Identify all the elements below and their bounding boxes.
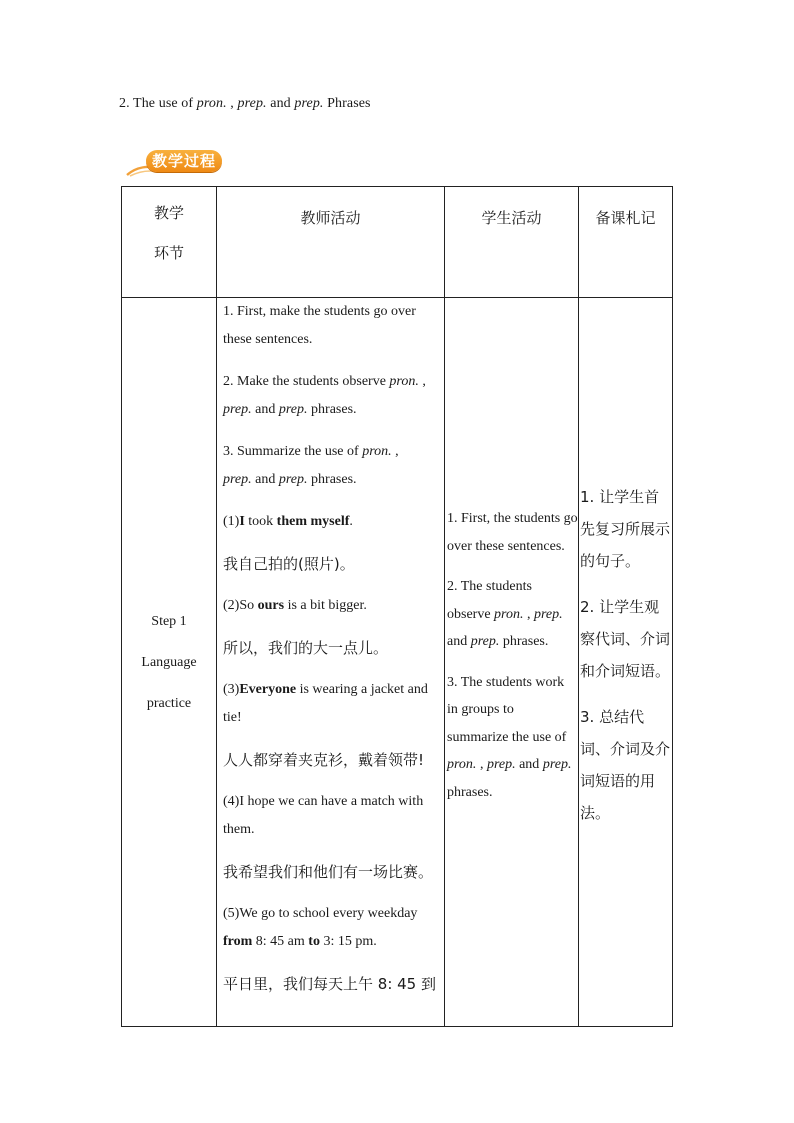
student-step-3 <box>447 669 578 807</box>
text: and <box>447 634 471 649</box>
heading-sep: , <box>226 96 238 111</box>
text: prep. <box>533 606 563 622</box>
text: phrases. <box>307 402 357 417</box>
note-2: 2. 让学生观察代词、介词和介词短语。 <box>580 598 671 680</box>
text: is a bit bigger. <box>284 598 367 613</box>
text: pron. <box>494 606 524 622</box>
example-4: (4)I hope we can have a match with them. <box>223 794 424 837</box>
text: pron. <box>362 444 392 459</box>
text: (1) <box>223 514 240 529</box>
heading-prep: prep. <box>237 96 267 111</box>
header-stage-line2: 环节 <box>153 244 184 262</box>
stage-line: Step 1 <box>151 613 187 629</box>
example-1-translation: 我自己拍的(照片)。 <box>223 555 355 573</box>
heading-and: and <box>266 96 295 111</box>
text: 3: 15 pm. <box>319 934 377 949</box>
text: 3. The students work in groups to summarize the use of <box>447 674 567 745</box>
text: from <box>223 934 253 949</box>
heading-tail: Phrases <box>323 96 371 111</box>
text: , <box>523 606 534 622</box>
notes-cell <box>579 298 673 1027</box>
text: 8: 45 am <box>252 934 309 949</box>
text: 3. Summarize the use of <box>223 444 363 459</box>
teacher-step-3 <box>223 438 438 494</box>
text: prep. <box>278 472 308 487</box>
heading-text: 2. The use of <box>119 96 197 111</box>
text: . <box>349 514 353 529</box>
header-student: 学生活动 <box>445 187 579 298</box>
student-step-2 <box>447 573 578 656</box>
example-5 <box>223 900 438 956</box>
text: pron. <box>447 757 477 772</box>
example-2 <box>223 592 438 620</box>
text: pron. <box>389 374 419 389</box>
teacher-step-2 <box>223 368 438 424</box>
example-4-translation: 我希望我们和他们有一场比赛。 <box>223 863 434 881</box>
example-1 <box>223 508 438 536</box>
text: I <box>239 514 245 529</box>
section-banner <box>126 147 236 177</box>
text: (5)We go to school every weekday <box>223 906 418 921</box>
text: to <box>308 934 320 949</box>
text: , <box>391 444 399 459</box>
student-activity-cell <box>445 298 579 1027</box>
header-stage-line1: 教学 <box>153 204 184 222</box>
heading-prep-2: prep. <box>294 96 324 111</box>
student-step-1: 1. First, the students go over these sentences. <box>447 511 578 554</box>
example-3 <box>223 676 438 732</box>
heading-pron: pron. <box>196 96 227 111</box>
section-heading <box>119 96 371 112</box>
text: and <box>251 472 279 487</box>
banner-title: 教学过程 <box>146 150 222 172</box>
text: 2. Make the students observe <box>223 374 390 389</box>
table-row <box>122 298 673 1027</box>
text: prep. <box>542 757 572 772</box>
text: and <box>515 757 543 772</box>
text: prep. <box>486 757 516 772</box>
text: is wearing a jacket and tie! <box>223 682 428 725</box>
note-3: 3. 总结代词、介词及介词短语的用法。 <box>580 708 671 822</box>
stage-line: practice <box>146 695 192 711</box>
text: took <box>244 514 277 529</box>
example-2-translation: 所以，我们的大一点儿。 <box>223 639 389 657</box>
text: and <box>251 402 279 417</box>
text: prep. <box>278 402 308 417</box>
text: 2. The students observe <box>447 579 532 622</box>
header-notes: 备课札记 <box>579 187 673 298</box>
note-1: 1. 让学生首先复习所展示的句子。 <box>580 488 671 570</box>
text: phrases. <box>307 472 357 487</box>
text: Everyone <box>239 682 297 697</box>
text: (3) <box>223 682 240 697</box>
table-header-row <box>122 187 673 298</box>
text: , <box>418 374 426 389</box>
text: phrases. <box>447 784 493 800</box>
header-teacher: 教师活动 <box>217 187 445 298</box>
text: ours <box>257 598 285 613</box>
stage-cell <box>122 298 217 1027</box>
teacher-activity-cell <box>217 298 445 1027</box>
text: prep. <box>223 402 252 417</box>
text: prep. <box>223 472 252 487</box>
example-5-translation: 平日里，我们每天上午 8: 45 到 <box>223 975 436 993</box>
text: phrases. <box>499 634 549 649</box>
text: prep. <box>470 634 500 649</box>
text: (2)So <box>223 598 258 613</box>
text: , <box>476 757 487 772</box>
teacher-step-1: 1. First, make the students go over these sentences. <box>223 304 416 347</box>
stage-line: Language <box>141 654 197 670</box>
header-stage <box>122 187 217 298</box>
example-3-translation: 人人都穿着夹克衫，戴着领带! <box>223 751 425 769</box>
text: them myself <box>276 514 350 529</box>
lesson-plan-table <box>121 186 673 1027</box>
